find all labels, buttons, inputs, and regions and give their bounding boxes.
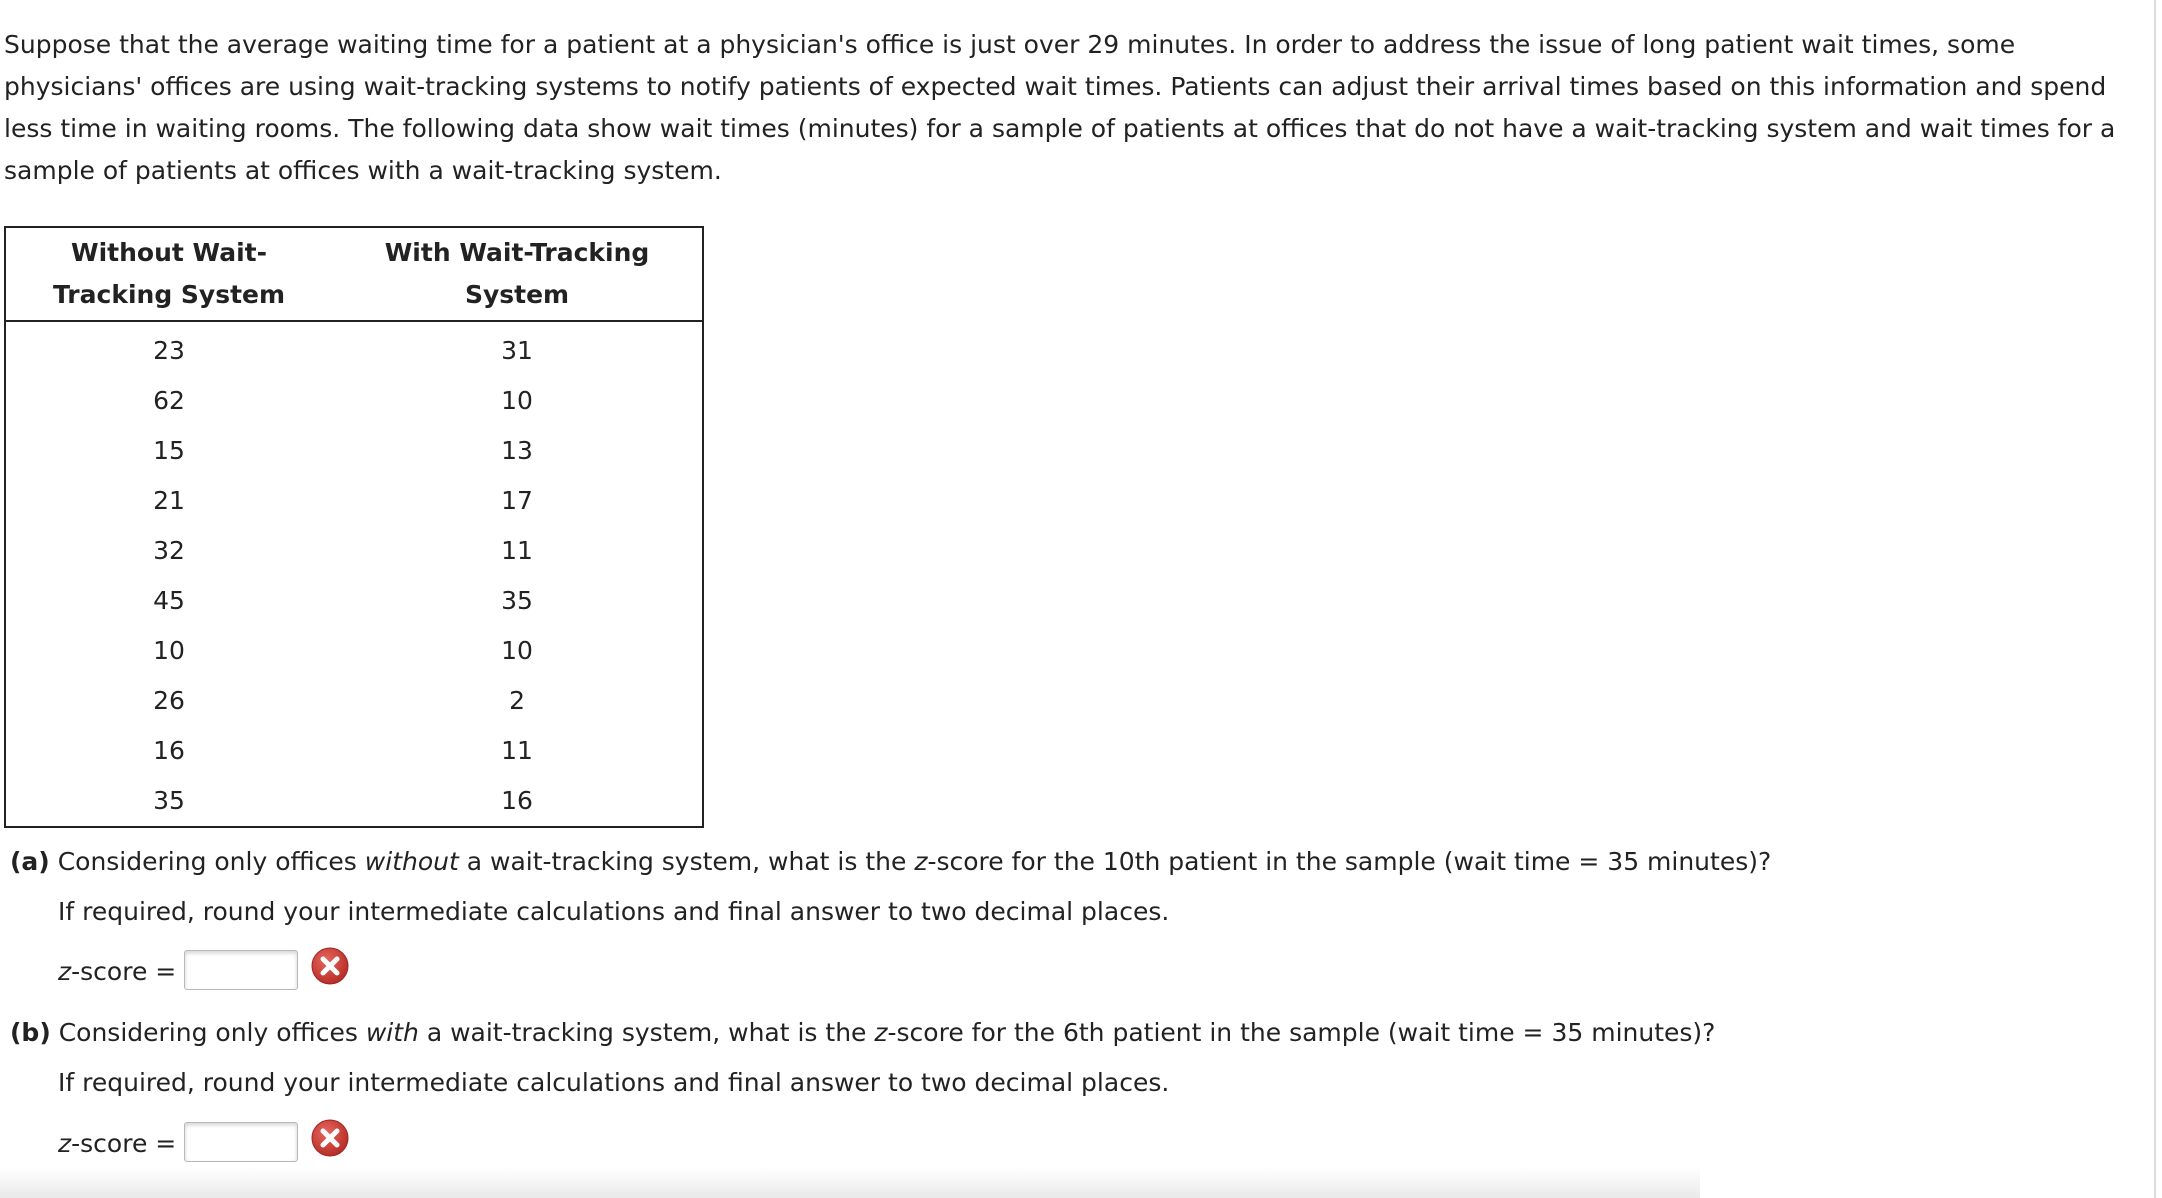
cell-without: 62 <box>153 386 185 415</box>
cell-without: 45 <box>153 586 185 615</box>
part-b-label: (b) <box>10 1018 51 1047</box>
wait-times-table <box>4 226 704 828</box>
cell-without: 32 <box>153 536 185 565</box>
cell-with: 2 <box>509 686 525 715</box>
header-with-tracking: With Wait-Tracking System <box>332 227 703 321</box>
table-row <box>5 376 703 426</box>
part-a-instruction: If required, round your intermediate calculations and final answer to two decimal places. <box>58 897 1170 926</box>
cell-without: 23 <box>153 336 185 365</box>
cell-with: 13 <box>501 436 533 465</box>
cell-with: 11 <box>501 536 533 565</box>
cell-without: 35 <box>153 786 185 815</box>
table-row <box>5 576 703 626</box>
part-a-question: (a) Considering only offices without a wait-tracking system, what is the z-score for the 10th patient in the sample (wait time = 35 minutes)? <box>10 847 1772 876</box>
table-row <box>5 321 703 376</box>
cell-with: 31 <box>501 336 533 365</box>
cell-without: 15 <box>153 436 185 465</box>
table-row <box>5 426 703 476</box>
cell-with: 10 <box>501 636 533 665</box>
cell-with: 11 <box>501 736 533 765</box>
cell-with: 35 <box>501 586 533 615</box>
incorrect-icon <box>310 1118 350 1158</box>
cell-without: 10 <box>153 636 185 665</box>
emphasis-without: without <box>364 847 459 876</box>
cell-without: 16 <box>153 736 185 765</box>
table-row <box>5 776 703 827</box>
part-b-answer-label: z-score = <box>58 1129 177 1158</box>
part-b-instruction: If required, round your intermediate calculations and final answer to two decimal places. <box>58 1068 1170 1097</box>
cell-with: 16 <box>501 786 533 815</box>
table-row <box>5 626 703 676</box>
part-a-label: (a) <box>10 847 50 876</box>
cell-without: 21 <box>153 486 185 515</box>
table-row <box>5 476 703 526</box>
part-a-answer-row <box>58 948 458 996</box>
cell-with: 10 <box>501 386 533 415</box>
header-without-tracking: Without Wait-Tracking System <box>5 227 332 321</box>
page-right-border <box>2154 0 2156 1198</box>
bottom-scroll-fade <box>0 1168 1700 1198</box>
part-b-z-score-input[interactable] <box>184 1122 298 1162</box>
table-header-row <box>5 227 703 321</box>
part-b-answer-row <box>58 1120 458 1168</box>
part-b-question: (b) Considering only offices with a wait-tracking system, what is the z-score for the 6th patient in the sample (wait time = 35 minutes)? <box>10 1018 1716 1047</box>
table-row <box>5 526 703 576</box>
table-row <box>5 676 703 726</box>
incorrect-icon <box>310 946 350 986</box>
problem-intro: Suppose that the average waiting time for a patient at a physician's office is just over 29 minutes. In order to address the issue of long patient wait times, some physicians' offices are using wait-tracking systems to notify patients of expected wait times. Patients can adjust their arrival times based on this information and spend less time in waiting rooms. The following data show wait times (minutes) for a sample of patients at offices that do not have a wait-tracking system and wait times for a sample of patients at offices with a wait-tracking system. <box>4 30 2116 185</box>
part-a-z-score-input[interactable] <box>184 950 298 990</box>
cell-with: 17 <box>501 486 533 515</box>
table-row <box>5 726 703 776</box>
part-a-answer-label: z-score = <box>58 957 177 986</box>
cell-without: 26 <box>153 686 185 715</box>
emphasis-with: with <box>365 1018 419 1047</box>
